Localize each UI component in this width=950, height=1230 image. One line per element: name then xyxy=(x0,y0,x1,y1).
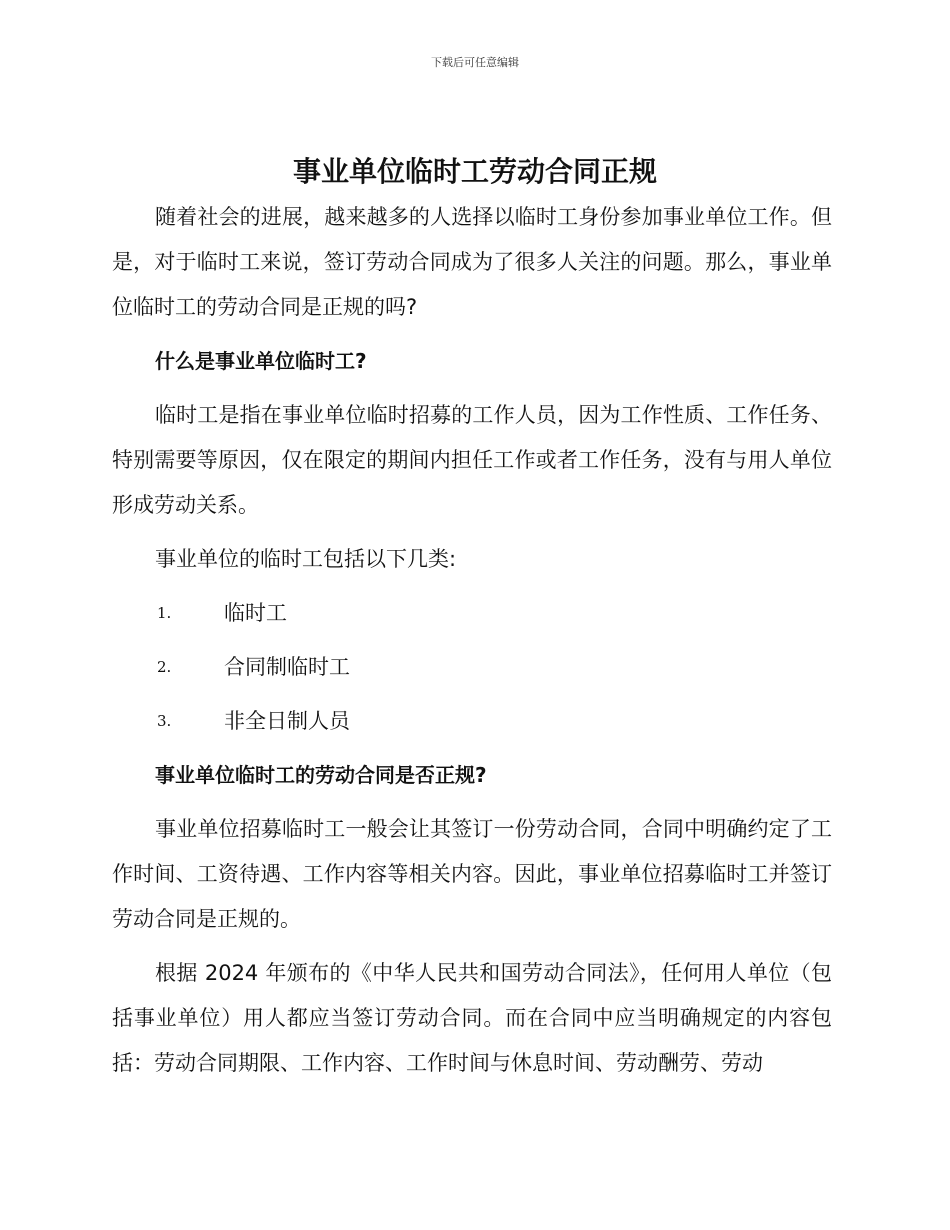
spacer xyxy=(112,528,832,537)
document-body xyxy=(112,195,832,1086)
list-item-text: 非全日制人员 xyxy=(224,709,350,733)
contract-paragraph: 事业单位招募临时工一般会让其签订一份劳动合同，合同中明确约定了工作时间、工资待遇、工作内容等相关内容。因此，事业单位招募临时工并签订劳动合同是正规的。 xyxy=(112,817,832,931)
spacer xyxy=(112,582,832,591)
list-item-text: 合同制临时工 xyxy=(224,655,350,679)
list-intro-paragraph: 事业单位的临时工包括以下几类: xyxy=(155,547,457,571)
list-item xyxy=(112,699,832,753)
list-item xyxy=(112,645,832,699)
worker-types-list xyxy=(112,591,832,753)
section-heading-is-it-legal: 事业单位临时工的劳动合同是否正规? xyxy=(155,763,487,787)
spacer xyxy=(112,798,832,807)
list-item-text: 临时工 xyxy=(224,601,287,625)
definition-paragraph: 临时工是指在事业单位临时招募的工作人员，因为工作性质、工作任务、特别需要等原因，仅在限定的期间内担任工作或者工作任务，没有与用人单位形成劳动关系。 xyxy=(112,403,832,517)
labor-law-paragraph: 根据 2024 年颁布的《中华人民共和国劳动合同法》，任何用人单位（包括事业单位）用人都应当签订劳动合同。而在合同中应当明确规定的内容包括：劳动合同期限、工作内容、工作时间与休息时间、劳动酬劳、劳动 xyxy=(112,961,832,1075)
spacer xyxy=(112,942,832,951)
section-heading-what-is: 什么是事业单位临时工? xyxy=(155,349,367,373)
intro-paragraph: 随着社会的进展，越来越多的人选择以临时工身份参加事业单位工作。但是，对于临时工来说，签订劳动合同成为了很多人关注的问题。那么，事业单位临时工的劳动合同是正规的吗? xyxy=(112,205,832,319)
list-item-number: 2. xyxy=(157,658,172,676)
list-item xyxy=(112,591,832,645)
list-item-number: 3. xyxy=(157,712,172,730)
list-item-number: 1. xyxy=(157,604,172,622)
document-title: 事业单位临时工劳动合同正规 xyxy=(292,155,657,188)
spacer xyxy=(112,330,832,339)
spacer xyxy=(112,384,832,393)
page-header-note: 下载后可任意编辑 xyxy=(431,56,519,69)
